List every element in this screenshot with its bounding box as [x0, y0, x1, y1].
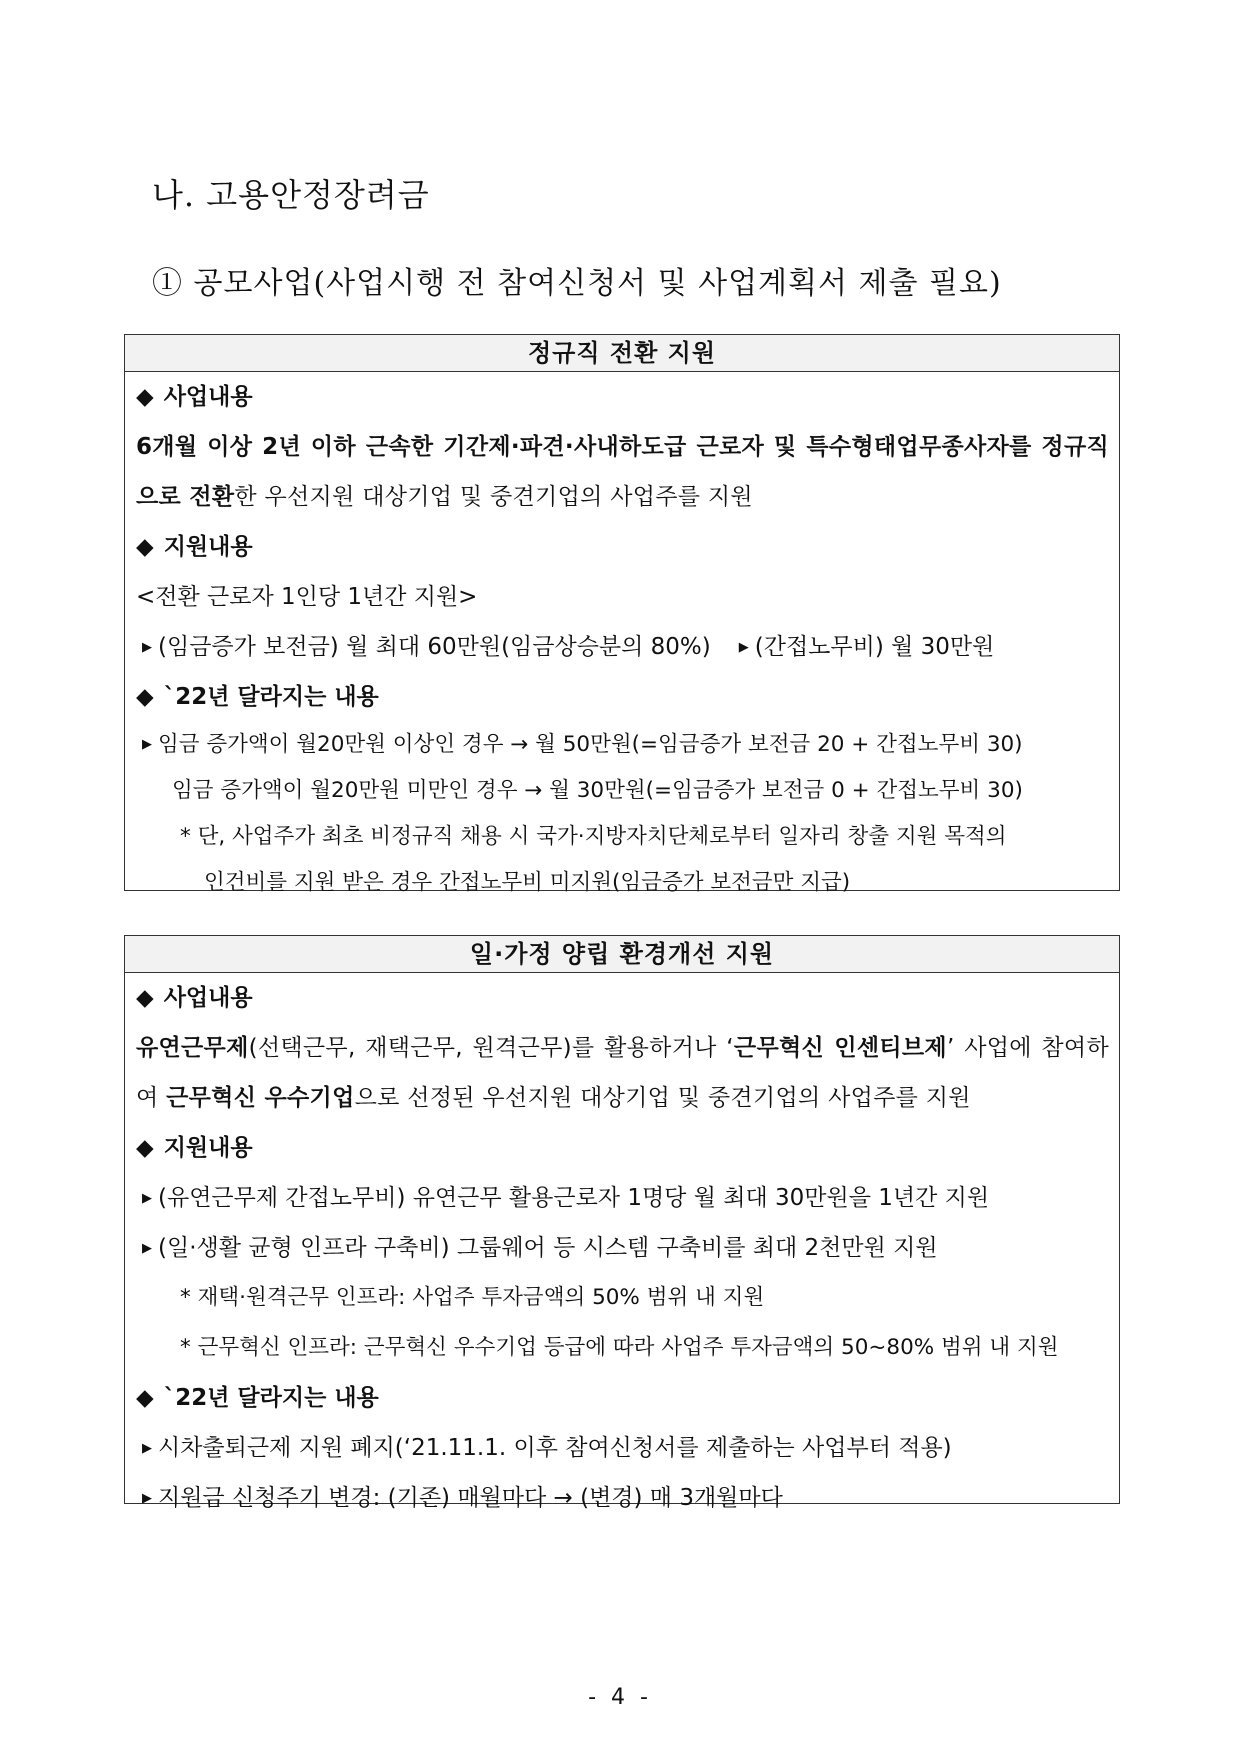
box-work-life-balance: [124, 935, 1120, 1511]
triangle-right-icon: ▶: [738, 640, 749, 655]
change-item: 임금 증가액이 월20만원 미만인 경우 → 월 30만원(=임금증가 보전금 0 + 간접노무비 30): [172, 778, 1023, 803]
diamond-icon: ◆: [136, 1385, 154, 1411]
heading-support: ◆ 지원내용: [136, 522, 1109, 572]
triangle-right-icon: ▶: [142, 1441, 152, 1456]
diamond-icon: ◆: [136, 684, 154, 710]
support-item: ▶ (유연근무제 간접노무비) 유연근무 활용근로자 1명당 월 최대 30만원을 1년간 지원: [136, 1173, 1109, 1223]
diamond-icon: ◆: [136, 534, 154, 560]
box-header: 정규직 전환 지원: [125, 335, 1119, 372]
change-item: ▶ 시차출퇴근제 지원 폐지(‘21.11.1. 이후 참여신청서를 제출하는 사업부터 적용): [136, 1423, 1109, 1473]
triangle-right-icon: ▶: [142, 1191, 152, 1206]
page-number: - 4 -: [588, 1685, 652, 1710]
heading-support: ◆ 지원내용: [136, 1123, 1109, 1173]
business-paragraph: [136, 422, 1109, 522]
change-item: ▶ 지원금 신청주기 변경: (기존) 매월마다 → (변경) 매 3개월마다: [136, 1473, 1109, 1523]
diamond-icon: ◆: [136, 384, 154, 410]
box-body: [125, 973, 1119, 1523]
box-body: [125, 372, 1119, 906]
heading-business: ◆ 사업내용: [136, 372, 1109, 422]
change-item: ▶ 임금 증가액이 월20만원 이상인 경우 → 월 50만원(=임금증가 보전금 20 + 간접노무비 30): [136, 722, 1109, 768]
box-header: 일·가정 양립 환경개선 지원: [125, 936, 1119, 973]
business-text: 한 우선지원 대상기업 및 중견기업의 사업주를 지원: [234, 484, 753, 510]
note-item: * 재택·원격근무 인프라: 사업주 투자금액의 50% 범위 내 지원: [180, 1285, 765, 1310]
sub-title: ① 공모사업(사업시행 전 참여신청서 및 사업계획서 제출 필요): [152, 266, 1002, 301]
business-paragraph: 유연근무제(선택근무, 재택근무, 원격근무)를 활용하거나 ‘근무혁신 인센티브제’ 사업에 참여하여 근무혁신 우수기업으로 선정된 우선지원 대상기업 및 중견기업의 사업주를 지원: [136, 1035, 1109, 1111]
support-item-indirect: (간접노무비) 월 30만원: [754, 634, 995, 660]
triangle-right-icon: ▶: [142, 1491, 152, 1506]
section-title: 나. 고용안정장려금: [152, 176, 430, 214]
business-bold: 6개월 이상 2년 이하 근속한 기간제·파견·사내하도급 근로자 및 특수형태업무종사자를 정규직으로 전환: [136, 434, 1109, 510]
support-item-wage: (임금증가 보전금) 월 최대 60만원(임금상승분의 80%): [158, 634, 711, 660]
support-subheading: <전환 근로자 1인당 1년간 지원>: [136, 584, 478, 610]
triangle-right-icon: ▶: [142, 737, 152, 752]
note-item-cont: 인건비를 지원 받은 경우 간접노무비 미지원(임금증가 보전금만 지급): [204, 870, 851, 895]
note-item: * 근무혁신 인프라: 근무혁신 우수기업 등급에 따라 사업주 투자금액의 50~80% 범위 내 지원: [180, 1335, 1059, 1360]
heading-changes: ◆ `22년 달라지는 내용: [136, 1373, 1109, 1423]
diamond-icon: ◆: [136, 1135, 154, 1161]
box-regular-conversion: [124, 334, 1120, 895]
support-items: [136, 622, 1109, 672]
support-item: ▶ (일·생활 균형 인프라 구축비) 그룹웨어 등 시스템 구축비를 최대 2천만원 지원: [136, 1223, 1109, 1273]
triangle-right-icon: ▶: [142, 1241, 152, 1256]
note-item: * 단, 사업주가 최초 비정규직 채용 시 국가·지방자치단체로부터 일자리 창출 지원 목적의: [180, 824, 1007, 849]
triangle-right-icon: ▶: [142, 640, 152, 655]
diamond-icon: ◆: [136, 985, 154, 1011]
heading-business: ◆ 사업내용: [136, 973, 1109, 1023]
heading-changes: ◆ `22년 달라지는 내용: [136, 672, 1109, 722]
